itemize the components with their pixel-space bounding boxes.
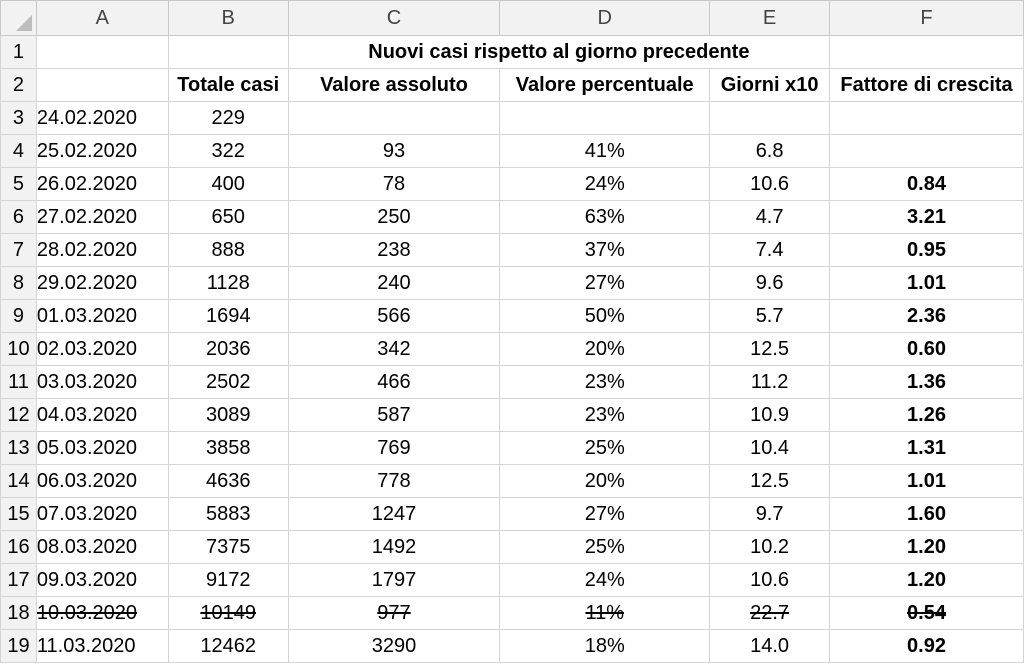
cell-date[interactable] (36, 564, 168, 597)
cell-percentage-value[interactable] (500, 366, 710, 399)
cell-growth-factor-text: 1.20 (907, 569, 946, 591)
cell-days-x10-text: 6.8 (755, 140, 784, 162)
sheet-row (1, 135, 1024, 168)
sheet-row (1, 432, 1024, 465)
cell-total-cases-text: 4636 (205, 470, 251, 492)
row-header[interactable]: 8 (1, 267, 37, 300)
cell-absolute-value-text: 3290 (371, 635, 417, 657)
cell-date-text: 06.03.2020 (36, 470, 138, 492)
cell-date-text: 03.03.2020 (36, 371, 138, 393)
cell-date[interactable] (36, 399, 168, 432)
row-header[interactable]: 17 (1, 564, 37, 597)
cell-absolute-value[interactable] (288, 102, 500, 135)
cell-date-text: 10.03.2020 (36, 602, 138, 624)
row-header[interactable]: 1 (1, 36, 37, 69)
cell-days-x10[interactable] (710, 201, 830, 234)
column-header-b[interactable]: B (168, 1, 288, 36)
sheet-row (1, 399, 1024, 432)
cell-total-cases-text: 12462 (200, 635, 257, 657)
select-all-corner[interactable] (1, 1, 37, 36)
header-percentage-value[interactable]: Valore percentuale (500, 69, 710, 102)
cell-percentage-value-text: 18% (584, 635, 625, 657)
cell-total-cases[interactable] (168, 234, 288, 267)
cell-percentage-value-text: 27% (584, 503, 625, 525)
cell-days-x10[interactable] (710, 531, 830, 564)
cell-percentage-value-text: 11% (585, 602, 625, 624)
row-header[interactable]: 11 (1, 366, 37, 399)
cell-total-cases[interactable] (168, 267, 288, 300)
cell-growth-factor-text: 1.26 (907, 404, 946, 426)
cell-date-text: 11.03.2020 (36, 635, 136, 657)
merged-title-cell[interactable]: Nuovi casi rispetto al giorno precedente (288, 36, 829, 69)
cell-date-text: 04.03.2020 (36, 404, 138, 426)
cell-absolute-value[interactable] (288, 267, 500, 300)
cell-total-cases-text: 10149 (200, 602, 257, 624)
sheet-row (1, 465, 1024, 498)
cell-total-cases-text: 9172 (205, 569, 251, 591)
sheet-row (1, 69, 1024, 102)
cell-days-x10-text: 10.6 (750, 173, 790, 195)
cell-percentage-value-text: 20% (584, 338, 625, 360)
cell-percentage-value[interactable] (500, 531, 710, 564)
cell-date[interactable] (36, 531, 168, 564)
cell-growth-factor[interactable] (830, 333, 1024, 366)
cell-absolute-value[interactable] (288, 432, 500, 465)
cell-absolute-value[interactable] (288, 498, 500, 531)
cell-total-cases-text: 400 (211, 173, 245, 195)
cell-total-cases-text: 322 (211, 140, 245, 162)
cell-date-text: 28.02.2020 (36, 239, 138, 261)
cell-date[interactable] (36, 333, 168, 366)
cell-date[interactable] (36, 432, 168, 465)
cell-absolute-value-text: 238 (377, 239, 411, 261)
cell-date-text: 26.02.2020 (36, 173, 138, 195)
cell-days-x10[interactable] (710, 168, 830, 201)
cell-absolute-value[interactable] (288, 630, 500, 663)
cell-days-x10[interactable] (710, 234, 830, 267)
cell-days-x10-text: 11.2 (750, 371, 789, 393)
row-header[interactable]: 18 (1, 597, 37, 630)
cell-days-x10-text: 10.9 (750, 404, 790, 426)
row-header[interactable]: 15 (1, 498, 37, 531)
header-days-x10[interactable]: Giorni x10 (710, 69, 830, 102)
cell-date[interactable] (36, 102, 168, 135)
row-header[interactable]: 5 (1, 168, 37, 201)
cell-absolute-value[interactable] (288, 531, 500, 564)
cell-date-text: 07.03.2020 (36, 503, 138, 525)
cell-days-x10-text: 22.7 (750, 602, 790, 624)
cell-growth-factor[interactable] (830, 201, 1024, 234)
cell-days-x10[interactable] (710, 465, 830, 498)
cell-days-x10[interactable] (710, 366, 830, 399)
cell-growth-factor[interactable] (830, 135, 1024, 168)
cell-growth-factor[interactable] (830, 465, 1024, 498)
cell-a2[interactable] (36, 69, 168, 102)
cell-growth-factor-text: 1.36 (907, 371, 946, 393)
cell-days-x10[interactable] (710, 498, 830, 531)
row-header[interactable]: 4 (1, 135, 37, 168)
cell-percentage-value[interactable] (500, 201, 710, 234)
cell-total-cases[interactable] (168, 630, 288, 663)
cell-total-cases-text: 229 (211, 107, 245, 129)
cell-total-cases[interactable] (168, 432, 288, 465)
cell-growth-factor[interactable] (830, 498, 1024, 531)
cell-growth-factor[interactable] (830, 168, 1024, 201)
cell-growth-factor-text: 1.01 (907, 470, 946, 492)
cell-date[interactable] (36, 366, 168, 399)
column-header-d[interactable]: D (500, 1, 710, 36)
cell-days-x10[interactable] (710, 300, 830, 333)
cell-total-cases-text: 3858 (205, 437, 251, 459)
cell-percentage-value-text: 24% (584, 569, 625, 591)
cell-total-cases[interactable] (168, 531, 288, 564)
cell-total-cases-text: 2502 (205, 371, 251, 393)
cell-days-x10-text: 10.2 (750, 536, 790, 558)
cell-total-cases[interactable] (168, 465, 288, 498)
cell-total-cases-text: 650 (211, 206, 245, 228)
cell-total-cases[interactable] (168, 333, 288, 366)
cell-a1[interactable] (36, 36, 168, 69)
cell-absolute-value[interactable] (288, 135, 500, 168)
cell-absolute-value-text: 1247 (371, 503, 417, 525)
cell-days-x10-text: 10.6 (750, 569, 790, 591)
cell-absolute-value[interactable] (288, 333, 500, 366)
cell-date-text: 24.02.2020 (36, 107, 138, 129)
select-all-triangle-icon (16, 15, 32, 31)
cell-growth-factor-text: 0.92 (907, 635, 946, 657)
row-header[interactable]: 12 (1, 399, 37, 432)
cell-total-cases[interactable] (168, 366, 288, 399)
sheet-row (1, 597, 1024, 630)
cell-percentage-value[interactable] (500, 300, 710, 333)
cell-date-text: 01.03.2020 (36, 305, 138, 327)
cell-percentage-value[interactable] (500, 465, 710, 498)
row-header[interactable]: 16 (1, 531, 37, 564)
cell-date-text: 08.03.2020 (36, 536, 138, 558)
cell-date-text: 09.03.2020 (36, 569, 138, 591)
cell-date[interactable] (36, 498, 168, 531)
cell-percentage-value[interactable] (500, 399, 710, 432)
cell-days-x10[interactable] (710, 333, 830, 366)
cell-absolute-value-text: 240 (377, 272, 411, 294)
cell-percentage-value-text: 37% (584, 239, 625, 261)
cell-total-cases-text: 2036 (205, 338, 251, 360)
row-header[interactable]: 13 (1, 432, 37, 465)
cell-days-x10-text: 10.4 (750, 437, 790, 459)
cell-date[interactable] (36, 135, 168, 168)
cell-percentage-value[interactable] (500, 498, 710, 531)
cell-date-text: 02.03.2020 (36, 338, 138, 360)
cell-date[interactable] (36, 267, 168, 300)
cell-date[interactable] (36, 201, 168, 234)
cell-total-cases-text: 1128 (206, 272, 250, 294)
cell-percentage-value[interactable] (500, 135, 710, 168)
cell-b1[interactable] (168, 36, 288, 69)
cell-growth-factor[interactable] (830, 102, 1024, 135)
cell-percentage-value[interactable] (500, 234, 710, 267)
cell-total-cases[interactable] (168, 564, 288, 597)
header-absolute-value[interactable]: Valore assoluto (288, 69, 500, 102)
cell-absolute-value-text: 977 (377, 602, 411, 624)
cell-absolute-value-text: 778 (377, 470, 411, 492)
cell-days-x10[interactable] (710, 564, 830, 597)
cell-percentage-value-text: 63% (584, 206, 625, 228)
cell-days-x10-text: 14.0 (750, 635, 790, 657)
sheet-row (1, 531, 1024, 564)
cell-percentage-value[interactable] (500, 333, 710, 366)
cell-percentage-value-text: 20% (584, 470, 625, 492)
cell-absolute-value[interactable] (288, 300, 500, 333)
cell-percentage-value[interactable] (500, 597, 710, 630)
column-header-c[interactable]: C (288, 1, 500, 36)
cell-total-cases[interactable] (168, 300, 288, 333)
cell-percentage-value-text: 23% (584, 404, 625, 426)
cell-f1[interactable] (830, 36, 1024, 69)
cell-days-x10-text: 5.7 (755, 305, 784, 327)
cell-total-cases[interactable] (168, 168, 288, 201)
row-header[interactable]: 10 (1, 333, 37, 366)
cell-date[interactable] (36, 234, 168, 267)
sheet-row (1, 564, 1024, 597)
cell-growth-factor-text: 0.95 (907, 239, 946, 261)
row-header[interactable]: 3 (1, 102, 37, 135)
cell-days-x10[interactable] (710, 630, 830, 663)
column-header-row (1, 1, 1024, 36)
cell-total-cases-text: 7375 (205, 536, 251, 558)
cell-percentage-value-text: 25% (584, 536, 625, 558)
cell-total-cases-text: 3089 (205, 404, 251, 426)
cell-days-x10[interactable] (710, 597, 830, 630)
cell-days-x10[interactable] (710, 102, 830, 135)
cell-absolute-value[interactable] (288, 234, 500, 267)
sheet-row (1, 630, 1024, 663)
cell-date-text: 27.02.2020 (36, 206, 138, 228)
cell-percentage-value[interactable] (500, 432, 710, 465)
row-header[interactable]: 9 (1, 300, 37, 333)
cell-growth-factor-text: 1.31 (907, 437, 946, 459)
sheet-row (1, 168, 1024, 201)
cell-total-cases[interactable] (168, 399, 288, 432)
cell-growth-factor-text: 3.21 (907, 206, 946, 228)
cell-absolute-value[interactable] (288, 564, 500, 597)
row-header[interactable]: 14 (1, 465, 37, 498)
cell-days-x10-text: 4.7 (755, 206, 784, 228)
cell-percentage-value[interactable] (500, 267, 710, 300)
header-total-cases[interactable]: Totale casi (168, 69, 288, 102)
cell-absolute-value-text: 1797 (371, 569, 417, 591)
cell-absolute-value-text: 566 (377, 305, 411, 327)
sheet-row (1, 234, 1024, 267)
cell-absolute-value[interactable] (288, 201, 500, 234)
cell-percentage-value-text: 23% (584, 371, 625, 393)
cell-percentage-value-text: 41% (584, 140, 625, 162)
cell-date[interactable] (36, 300, 168, 333)
cell-growth-factor[interactable] (830, 399, 1024, 432)
cell-absolute-value-text: 250 (377, 206, 411, 228)
header-growth-factor[interactable]: Fattore di crescita (830, 69, 1024, 102)
sheet-row (1, 102, 1024, 135)
cell-growth-factor-text: 1.01 (907, 272, 946, 294)
column-header-a[interactable]: A (36, 1, 168, 36)
cell-total-cases-text: 888 (211, 239, 245, 261)
sheet-row (1, 300, 1024, 333)
cell-date[interactable] (36, 597, 168, 630)
cell-growth-factor[interactable] (830, 630, 1024, 663)
cell-total-cases[interactable] (168, 102, 288, 135)
cell-days-x10-text: 9.7 (755, 503, 784, 525)
cell-absolute-value[interactable] (288, 465, 500, 498)
cell-total-cases-text: 5883 (205, 503, 251, 525)
cell-growth-factor[interactable] (830, 366, 1024, 399)
cell-date-text: 05.03.2020 (36, 437, 138, 459)
cell-total-cases-text: 1694 (205, 305, 251, 327)
cell-growth-factor-text: 0.84 (907, 173, 946, 195)
cell-date-text: 25.02.2020 (36, 140, 138, 162)
cell-percentage-value[interactable] (500, 102, 710, 135)
cell-absolute-value-text: 466 (377, 371, 411, 393)
cell-absolute-value-text: 78 (382, 173, 406, 195)
sheet-row (1, 333, 1024, 366)
column-header-f[interactable]: F (830, 1, 1024, 36)
cell-growth-factor-text: 2.36 (907, 305, 946, 327)
cell-total-cases[interactable] (168, 201, 288, 234)
cell-days-x10-text: 12.5 (750, 470, 790, 492)
cell-days-x10[interactable] (710, 432, 830, 465)
cell-absolute-value-text: 769 (377, 437, 411, 459)
row-header[interactable]: 2 (1, 69, 37, 102)
cell-growth-factor-text: 1.20 (907, 536, 946, 558)
cell-growth-factor[interactable] (830, 234, 1024, 267)
cell-percentage-value-text: 27% (584, 272, 625, 294)
row-header[interactable]: 7 (1, 234, 37, 267)
cell-days-x10[interactable] (710, 399, 830, 432)
cell-growth-factor[interactable] (830, 564, 1024, 597)
sheet-row (1, 498, 1024, 531)
cell-percentage-value-text: 24% (584, 173, 625, 195)
cell-absolute-value-text: 93 (382, 140, 406, 162)
column-header-e[interactable]: E (710, 1, 830, 36)
cell-date-text: 29.02.2020 (36, 272, 138, 294)
cell-growth-factor-text: 0.60 (907, 338, 946, 360)
cell-total-cases[interactable] (168, 135, 288, 168)
cell-percentage-value[interactable] (500, 168, 710, 201)
cell-absolute-value-text: 342 (377, 338, 411, 360)
sheet-row (1, 36, 1024, 69)
cell-date[interactable] (36, 465, 168, 498)
cell-percentage-value[interactable] (500, 564, 710, 597)
cell-growth-factor-text: 1.60 (907, 503, 946, 525)
sheet-row (1, 267, 1024, 300)
cell-absolute-value[interactable] (288, 597, 500, 630)
cell-days-x10-text: 9.6 (755, 272, 784, 294)
cell-growth-factor-text: 0.54 (907, 602, 946, 624)
cell-date[interactable] (36, 168, 168, 201)
cell-growth-factor[interactable] (830, 531, 1024, 564)
cell-percentage-value[interactable] (500, 630, 710, 663)
cell-growth-factor[interactable] (830, 300, 1024, 333)
row-header[interactable]: 6 (1, 201, 37, 234)
row-header[interactable]: 19 (1, 630, 37, 663)
cell-absolute-value[interactable] (288, 366, 500, 399)
cell-growth-factor[interactable] (830, 597, 1024, 630)
cell-days-x10-text: 7.4 (755, 239, 784, 261)
cell-growth-factor[interactable] (830, 267, 1024, 300)
cell-absolute-value-text: 587 (377, 404, 411, 426)
cell-total-cases[interactable] (168, 597, 288, 630)
cell-growth-factor[interactable] (830, 432, 1024, 465)
cell-percentage-value-text: 50% (584, 305, 625, 327)
cell-total-cases[interactable] (168, 498, 288, 531)
cell-days-x10[interactable] (710, 267, 830, 300)
cell-percentage-value-text: 25% (584, 437, 625, 459)
cell-absolute-value[interactable] (288, 399, 500, 432)
cell-absolute-value[interactable] (288, 168, 500, 201)
cell-days-x10-text: 12.5 (750, 338, 790, 360)
cell-days-x10[interactable] (710, 135, 830, 168)
sheet-row (1, 366, 1024, 399)
cell-date[interactable] (36, 630, 168, 663)
sheet-row (1, 201, 1024, 234)
cell-absolute-value-text: 1492 (371, 536, 417, 558)
